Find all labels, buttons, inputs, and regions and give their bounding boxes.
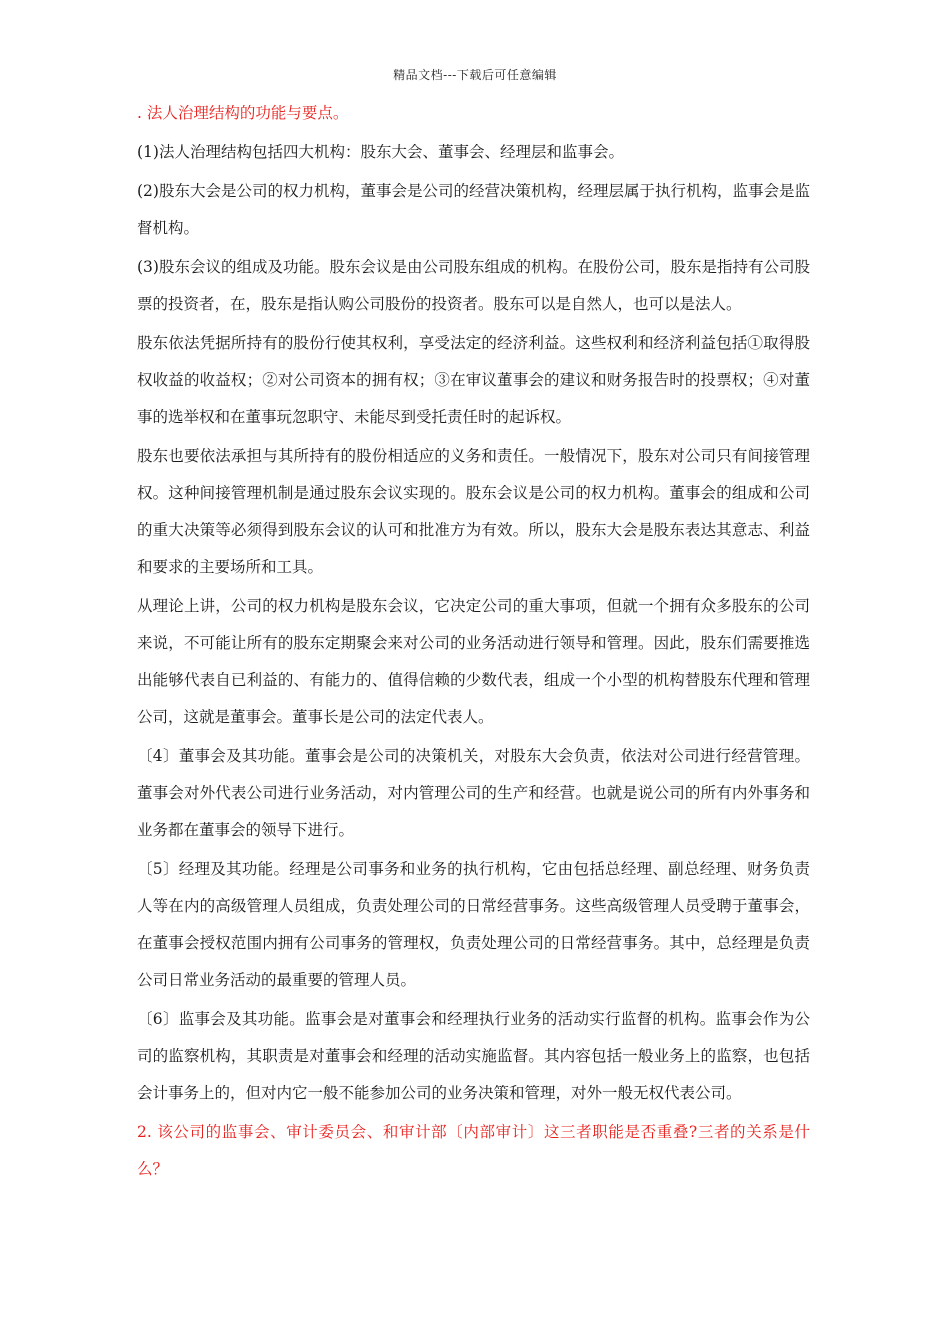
page-header: 精品文档---下载后可任意编辑 xyxy=(393,68,557,82)
paragraph-4: 股东依法凭据所持有的股份行使其权利，享受法定的经济利益。这些权利和经济利益包括①取得股权收益的收益权；②对公司资本的拥有权；③在审议董事会的建议和财务报告时的投票权；④对董事的选举权和在董事玩忽职守、未能尽到受托责任时的起诉权。 xyxy=(137,334,810,426)
paragraph-2: (2)股东大会是公司的权力机构，董事会是公司的经营决策机构，经理层属于执行机构，监事会是监督机构。 xyxy=(137,182,810,237)
paragraph-3: (3)股东会议的组成及功能。股东会议是由公司股东组成的机构。在股份公司，股东是指持有公司股票的投资者，在，股东是指认购公司股份的投资者。股东可以是自然人，也可以是法人。 xyxy=(137,258,810,313)
paragraph-8: 〔5〕经理及其功能。经理是公司事务和业务的执行机构，它由包括总经理、副总经理、财务负责人等在内的高级管理人员组成，负责处理公司的日常经营事务。这些高级管理人员受聘于董事会，在董事会授权范围内拥有公司事务的管理权，负责处理公司的日常经营事务。其中，总经理是负责公司日常业务活动的最重要的管理人员。 xyxy=(137,860,810,989)
paragraph-9: 〔6〕监事会及其功能。监事会是对董事会和经理执行业务的活动实行监督的机构。监事会作为公司的监察机构，其职责是对董事会和经理的活动实施监督。其内容包括一般业务上的监察，也包括会计事务上的，但对内它一般不能参加公司的业务决策和管理，对外一般无权代表公司。 xyxy=(137,1010,810,1102)
paragraph-6: 从理论上讲，公司的权力机构是股东会议，它决定公司的重大事项，但就一个拥有众多股东的公司来说，不可能让所有的股东定期聚会来对公司的业务活动进行领导和管理。因此，股东们需要推选出能够代表自已利益的、有能力的、值得信赖的少数代表，组成一个小型的机构替股东代理和管理公司，这就是董事会。董事长是公司的法定代表人。 xyxy=(137,597,810,726)
section-1-heading: . 法人治理结构的功能与要点。 xyxy=(137,104,349,122)
paragraph-7: 〔4〕董事会及其功能。董事会是公司的决策机关，对股东大会负责，依法对公司进行经营管理。董事会对外代表公司进行业务活动，对内管理公司的生产和经营。也就是说公司的所有内外事务和业务都在董事会的领导下进行。 xyxy=(137,747,810,839)
paragraph-1: (1)法人治理结构包括四大机构：股东大会、董事会、经理层和监事会。 xyxy=(137,143,624,161)
paragraph-5: 股东也要依法承担与其所持有的股份相适应的义务和责任。一般情况下，股东对公司只有间接管理权。这种间接管理机制是通过股东会议实现的。股东会议是公司的权力机构。董事会的组成和公司的重大决策等必须得到股东会议的认可和批准方为有效。所以，股东大会是股东表达其意志、利益和要求的主要场所和工具。 xyxy=(137,447,810,576)
document-body xyxy=(137,95,810,1188)
section-2-heading: 2. 该公司的监事会、审计委员会、和审计部〔内部审计〕这三者职能是否重叠?三者的关系是什么？ xyxy=(137,1123,810,1178)
